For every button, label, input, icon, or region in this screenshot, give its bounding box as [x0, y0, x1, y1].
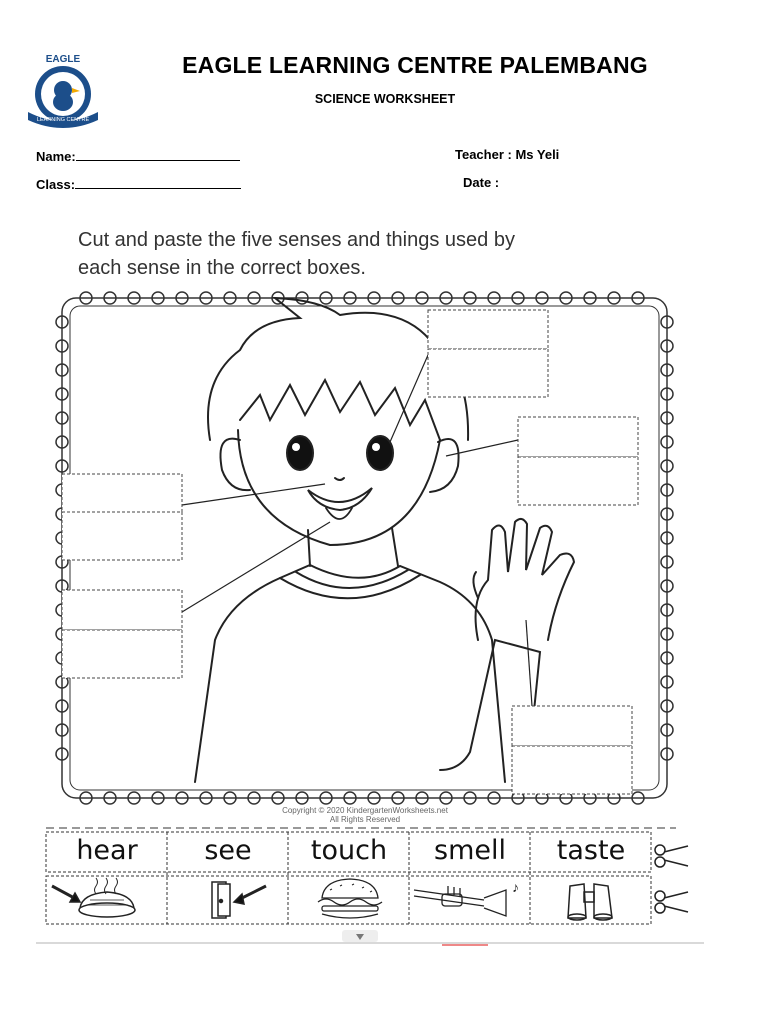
scissors-icon[interactable] — [655, 845, 688, 867]
instructions-line-2: each sense in the correct boxes. — [78, 257, 366, 279]
logo-text-top: EAGLE — [45, 54, 81, 65]
paste-box-ears-word[interactable] — [518, 417, 638, 457]
paste-box-hand-picture[interactable] — [512, 746, 632, 794]
copyright-line-1: Copyright © 2020 KindergartenWorksheets.net — [282, 806, 448, 815]
chevron-down-icon — [356, 934, 364, 940]
instructions-line-1: Cut and paste the five senses and things used by — [78, 229, 515, 251]
name-label: Name: — [36, 149, 76, 164]
page-divider — [36, 942, 704, 944]
school-name: EAGLE LEARNING CENTRE PALEMBANG — [182, 52, 648, 78]
paste-box-ears-picture[interactable] — [518, 457, 638, 505]
cutout-word-hear[interactable]: hear — [76, 835, 138, 866]
paste-box-hand-word[interactable] — [512, 706, 632, 746]
teacher-label: Teacher : Ms Yeli — [455, 147, 560, 162]
paste-box-tongue-word[interactable] — [62, 590, 182, 630]
class-label: Class: — [36, 177, 76, 192]
cutout-word-taste[interactable]: taste — [556, 835, 626, 866]
svg-text:♪: ♪ — [512, 879, 519, 895]
trumpet-icon[interactable] — [414, 879, 519, 916]
cutout-word-see[interactable]: see — [204, 835, 252, 866]
binoculars-icon[interactable] — [568, 884, 612, 920]
paste-box-nose-picture[interactable] — [62, 512, 182, 560]
cutout-word-smell[interactable]: smell — [434, 835, 506, 866]
copyright-line-2: All Rights Reserved — [329, 815, 401, 824]
pie-icon[interactable] — [52, 878, 135, 917]
scissors-icon[interactable] — [655, 891, 688, 913]
burger-icon[interactable] — [318, 879, 382, 918]
paste-box-eyes-picture[interactable] — [428, 349, 548, 397]
page-scroll-handle[interactable] — [342, 930, 378, 942]
date-label: Date : — [463, 175, 500, 190]
page-marker — [442, 944, 488, 946]
paste-box-tongue-picture[interactable] — [62, 630, 182, 678]
worksheet-title: SCIENCE WORKSHEET — [314, 92, 456, 106]
cutout-word-touch[interactable]: touch — [310, 835, 388, 866]
connector-lines — [182, 355, 532, 706]
paste-box-nose-word[interactable] — [62, 474, 182, 512]
door-icon[interactable] — [212, 882, 266, 918]
paste-box-eyes-word[interactable] — [428, 310, 548, 349]
logo-text-bottom: LEARNING CENTRE — [36, 117, 90, 123]
